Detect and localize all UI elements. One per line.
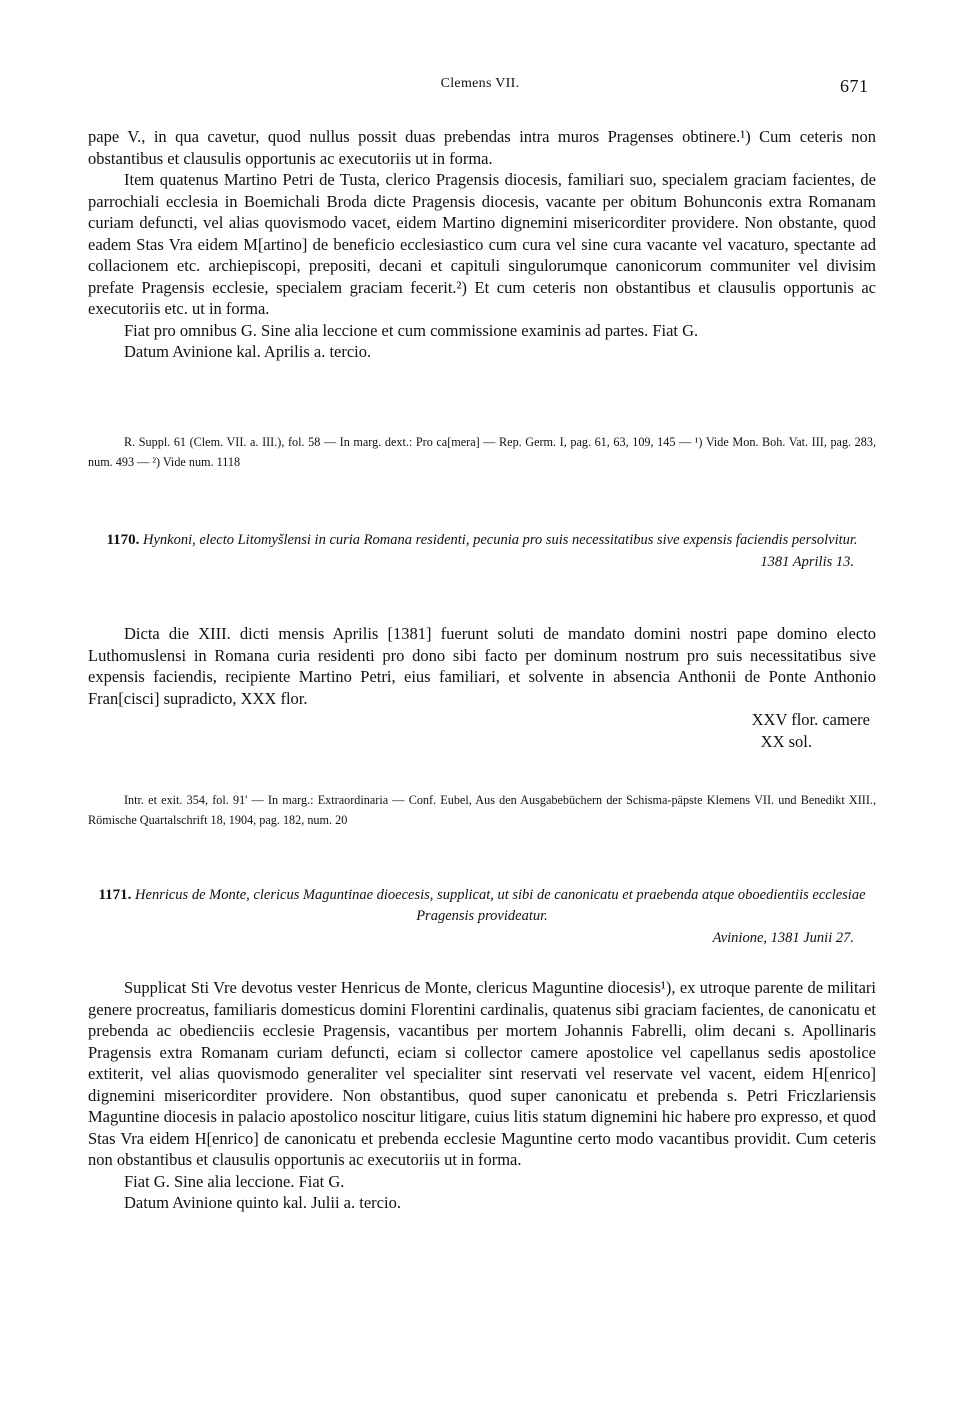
entry-title: Henricus de Monte, clericus Maguntinae dioecesis, supplicat, ut sibi de canonicatu et praebenda atque oboedientiis ecclesiae Pragensis provideatur. bbox=[135, 887, 866, 924]
entry-text: Dicta die XIII. dicti mensis Aprilis [1381] fuerunt soluti de mandato domini nostri pape domino electo Luthomuslensi in Romana curia residenti pro dono sibi facto per dominum nostrum pro suis necessitatibus sive expensis faciendis, recipiente Martino Petri, eius familiari, et solvente in absencia Anthonii de Ponte Anthonio Fran[cisci] supradicto, XXX flor. bbox=[88, 624, 876, 708]
entry-number: 1170. bbox=[106, 532, 140, 548]
continuation-paragraph-2: Item quatenus Martino Petri de Tusta, clerico Pragensis diocesis, familiari suo, specialem graciam facientes, de parrochiali ecclesia in Boemichali Broda dicte Pragensis diocesis, vacante per obitum Bohunconis extra Romanam curiam defuncti, vel alias quovismodo vacet, eidem Martino dignemini misericorditer providere. Non obstante, quod eadem Stas Vra eidem M[artino] de beneficio ecclesiastico cum cura vel sine cura vacante vel vacaturo, spectante ad collacionem etc. archiepiscopi, prepositi, decani et capituli singulorumque canonicorum communiter vel divisim prefate Pragensis ecclesie, specialem graciam fecerit.²) Et cum ceteris non obstantibus et clausulis opportunis ac executoriis etc. ut in forma. bbox=[88, 170, 876, 318]
entry-1171 bbox=[88, 885, 876, 949]
fiat-line: Fiat pro omnibus G. Sine alia leccione et cum commissione examinis ad partes. Fiat G. bbox=[124, 320, 699, 340]
entry-1170-footnote bbox=[88, 790, 876, 830]
source-note: Intr. et exit. 354, fol. 91' — In marg.: Extraordinaria — Conf. Eubel, Aus den Ausgabebüchern der Schisma-päpste Klemens VII. und Benedikt XIII., Römische Quartalschrift 18, 1904, pag. 182, num. 20 bbox=[88, 793, 876, 827]
entry-heading bbox=[88, 885, 876, 927]
entry-1170 bbox=[88, 530, 876, 573]
source-note: R. Suppl. 61 (Clem. VII. a. III.), fol. 58 — In marg. dext.: Pro ca[mera] — Rep. Germ. I, pag. 61, 63, 109, 145 — ¹) Vide Mon. Boh. Vat. III, pag. 283, num. 493 — ²) Vide num. 1118 bbox=[88, 435, 876, 469]
entry-heading bbox=[88, 530, 876, 551]
page-number: 671 bbox=[840, 76, 869, 96]
running-header: Clemens VII. bbox=[440, 76, 520, 91]
entry-text: Supplicat Sti Vre devotus vester Henricus de Monte, clericus Maguntine diocesis¹), ex utroque parente de militari genere procreatus, familiaris domesticus domini Florentini cardinalis, quatenus sibi graciam facientes, de canonicatu et prebenda ac obedienciis ecclesie Pragensis, vacantibus per mortem Johannis Fabrelli, olim decani s. Apollinaris Pragensis extra Romanam curiam defuncti, eciam si collector camere apostolice vel capellanus sedis apostolice extiterit, vel alias quovismodo generaliter vel specialiter sint reservati vel reservate vel vacent, eidem H[enrico] dignemini misericorditer providere. Non obstantibus, quod super canonicatu et prebenda s. Petri Friczlariensis Maguntine diocesis in palacio apostolico noscitur litigare, cuius litis statum dignemini hic habere pro expresso, et quod Stas Vra eidem H[enrico] de canonicatu et prebenda ecclesie Maguntine certo modo vacantibus providit. Cum ceteris non obstantibus et clausulis opportunis ac executoriis ut in forma. bbox=[88, 978, 876, 1169]
continuation-section bbox=[88, 126, 876, 363]
amount-line: XXV flor. camere bbox=[751, 710, 870, 729]
entry-date: Avinione, 1381 Junii 27. bbox=[712, 930, 854, 946]
entry-1171-body bbox=[88, 977, 876, 1214]
datum-line: Datum Avinione quinto kal. Julii a. tercio. bbox=[124, 1193, 401, 1212]
fiat-line: Fiat G. Sine alia leccione. Fiat G. bbox=[124, 1171, 345, 1191]
datum-line: Datum Avinione kal. Aprilis a. tercio. bbox=[124, 342, 372, 361]
entry-number: 1171. bbox=[98, 887, 132, 903]
continuation-footnote bbox=[88, 432, 876, 472]
continuation-paragraph: pape V., in qua cavetur, quod nullus possit duas prebendas intra muros Pragenses obtinere.¹) Cum ceteris non obstantibus et clausulis opportunis ac executoriis ut in forma. bbox=[88, 127, 876, 168]
entry-1170-body bbox=[88, 623, 876, 753]
entry-title: Hynkoni, electo Litomyšlensi in curia Romana residenti, pecunia pro suis necessitatibus sive expensis faciendis persolvitur. bbox=[143, 532, 858, 548]
entry-date: 1381 Aprilis 13. bbox=[760, 554, 854, 570]
amount-line-2: XX sol. bbox=[760, 732, 812, 751]
